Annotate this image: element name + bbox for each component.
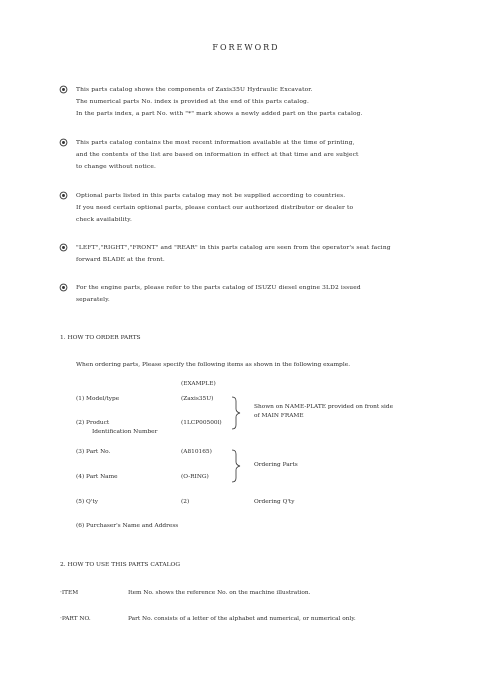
brace-icon: [228, 449, 242, 483]
circle-bullet-icon: [59, 85, 68, 94]
qty-label: (5) Q'ty: [76, 499, 99, 505]
part-no-description: Part No. consists of a letter of the alphabet and numerical, or numerical only.: [128, 616, 356, 622]
example-label: (EXAMPLE): [181, 381, 216, 387]
circle-bullet-icon: [59, 191, 68, 200]
brace-icon: [228, 396, 242, 430]
paragraph-1: [76, 84, 363, 120]
page-title: FOREWORD: [212, 43, 280, 52]
circle-bullet-icon: [59, 138, 68, 147]
product-label: (2) Product: [76, 420, 110, 426]
paragraph-line: "LEFT","RIGHT","FRONT" and "REAR" in this parts catalog are seen from the operator's seat facing: [76, 245, 391, 251]
model-type-label: (1) Model/type: [76, 396, 120, 402]
paragraph-line: and the contents of the list are based on information in effect at that time and are subject: [76, 152, 359, 158]
part-no-section-label: ·PART NO.: [60, 616, 91, 622]
purchaser-label: (6) Purchaser's Name and Address: [76, 523, 179, 529]
section-1-heading: 1. HOW TO ORDER PARTS: [60, 335, 141, 341]
product-label-line2: Identification Number: [92, 429, 158, 435]
paragraph-4: [76, 242, 391, 266]
circle-bullet-icon: [59, 283, 68, 292]
paragraph-line: This parts catalog shows the components of Zaxis35U Hydraulic Excavator.: [76, 87, 313, 93]
item-description: Item No. shows the reference No. on the machine illustration.: [128, 590, 311, 596]
paragraph-line: check availability.: [76, 217, 133, 223]
paragraph-line: If you need certain optional parts, please contact our authorized distributor or dealer to: [76, 205, 354, 211]
paragraph-line: forward BLADE at the front.: [76, 257, 165, 263]
ordering-qty-note: Ordering Q'ty: [254, 499, 295, 505]
part-no-label: (3) Part No.: [76, 449, 111, 455]
section-2-heading: 2. HOW TO USE THIS PARTS CATALOG: [60, 562, 181, 568]
circle-bullet-icon: [59, 243, 68, 252]
paragraph-line: Optional parts listed in this parts catalog may not be supplied according to countries.: [76, 193, 346, 199]
model-type-value: (Zaxis35U): [181, 396, 214, 402]
part-no-value: (A810165): [181, 449, 212, 455]
paragraph-line: separately.: [76, 297, 110, 303]
paragraph-line: For the engine parts, please refer to the parts catalog of ISUZU diesel engine 3LD2 issued: [76, 285, 361, 291]
paragraph-line: In the parts index, a part No. with "*" mark shows a newly added part on the parts catalog.: [76, 111, 363, 117]
paragraph-line: to change without notice.: [76, 164, 156, 170]
qty-value: (2): [181, 499, 190, 505]
section-1-intro: When ordering parts, Please specify the following items as shown in the following example.: [76, 362, 351, 368]
item-label: ·ITEM: [60, 590, 79, 596]
paragraph-2: [76, 137, 359, 173]
paragraph-line: The numerical parts No. index is provided at the end of this parts catalog.: [76, 99, 309, 105]
paragraph-5: [76, 282, 361, 306]
paragraph-line: This parts catalog contains the most recent information available at the time of printing,: [76, 140, 355, 146]
ordering-parts-note: Ordering Parts: [254, 462, 298, 468]
part-name-label: (4) Part Name: [76, 474, 118, 480]
part-name-value: (O-RING): [181, 474, 209, 480]
paragraph-3: [76, 190, 353, 226]
nameplate-note-line2: of MAIN FRAME: [254, 413, 304, 419]
product-value: (1LCP00500l): [181, 420, 222, 426]
nameplate-note-line1: Shown on NAME-PLATE provided on front side: [254, 404, 393, 410]
